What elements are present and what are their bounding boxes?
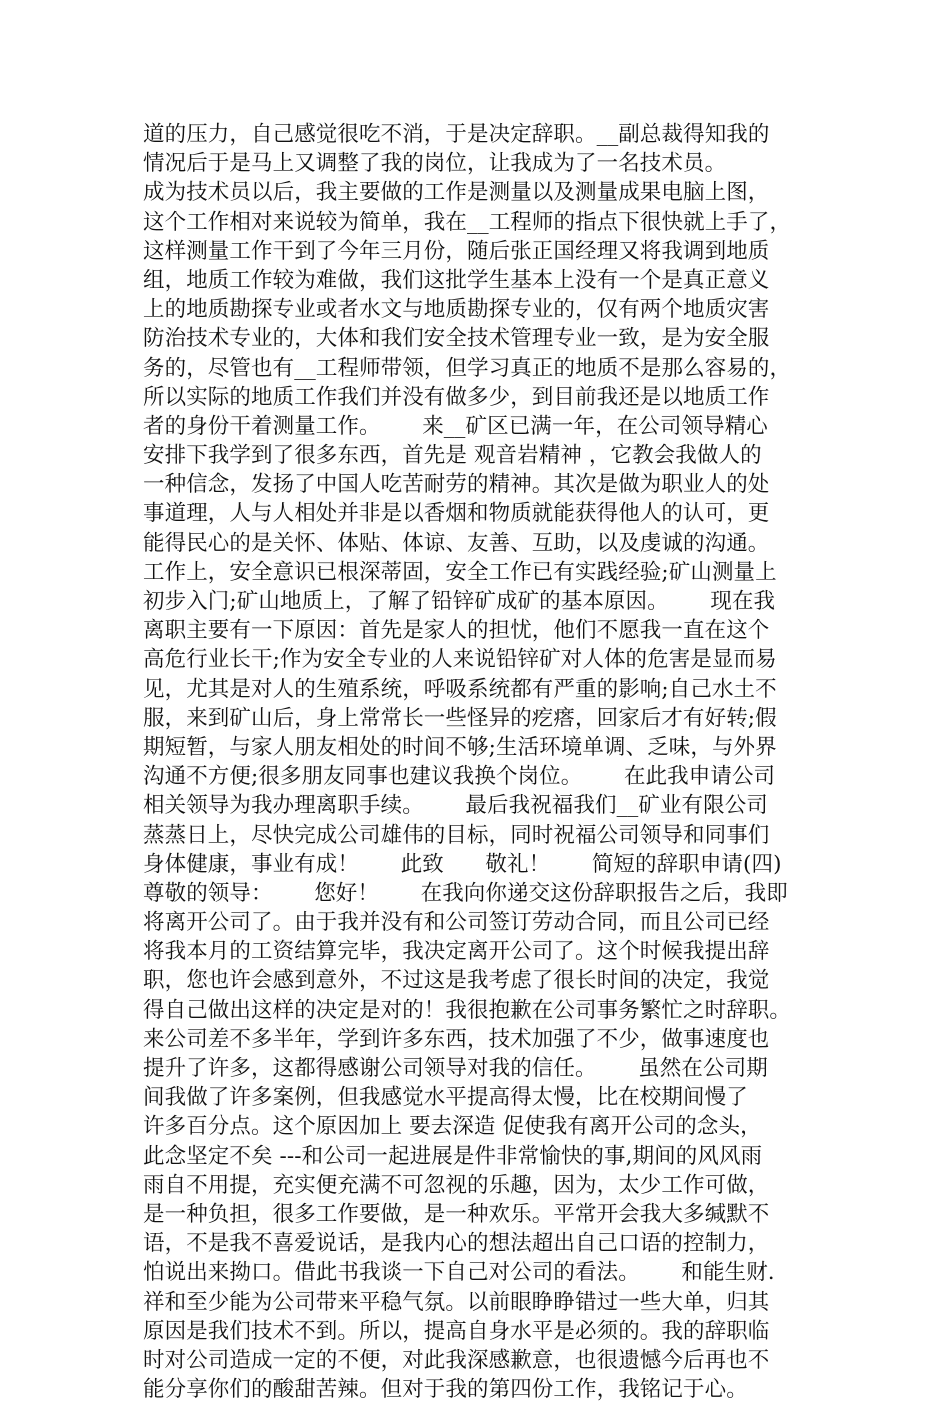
text-line: 事道理，人与人相处并非是以香烟和物质就能获得他人的认可，更 (143, 501, 770, 527)
text-line: 得自己做出这样的决定是对的！我很抱歉在公司事务繁忙之时辞职。 (143, 997, 792, 1023)
text-line: 见，尤其是对人的生殖系统，呼吸系统都有严重的影响;自己水土不 (143, 676, 777, 702)
text-line: 时对公司造成一定的不便，对此我深感歉意，也很遗憾今后再也不 (143, 1347, 770, 1373)
text-line: 所以实际的地质工作我们并没有做多少，到目前我还是以地质工作 (143, 384, 770, 410)
text-line: 蒸蒸日上，尽快完成公司雄伟的目标，同时祝福公司领导和同事们 (143, 822, 770, 848)
text-line: 此念坚定不矣 ---和公司一起进展是件非常愉快的事,期间的风风雨 (143, 1143, 763, 1169)
text-line: 防治技术专业的，大体和我们安全技术管理专业一致，是为安全服 (143, 326, 770, 352)
text-line: 沟通不方便;很多朋友同事也建议我换个岗位。 在此我申请公司 (143, 764, 776, 790)
text-line: 尊敬的领导： 您好！ 在我向你递交这份辞职报告之后，我即 (143, 880, 788, 906)
text-line: 间我做了许多案例，但我感觉水平提高得太慢，比在校期间慢了 (143, 1085, 748, 1111)
text-line: 来公司差不多半年，学到许多东西，技术加强了不少，做事速度也 (143, 1026, 770, 1052)
text-line: 怕说出来拗口。借此书我谈一下自己对公司的看法。 和能生财. (143, 1260, 775, 1286)
text-line: 是一种负担，很多工作要做，是一种欢乐。平常开会我大多缄默不 (143, 1201, 770, 1227)
text-line: 上的地质勘探专业或者水文与地质勘探专业的，仅有两个地质灾害 (143, 297, 770, 323)
text-line: 雨自不用提，充实便充满不可忽视的乐趣，因为，太少工作可做， (143, 1172, 770, 1198)
text-line: 相关领导为我办理离职手续。 最后我祝福我们__矿业有限公司 (143, 793, 768, 819)
text-line: 提升了许多，这都得感谢公司领导对我的信任。 虽然在公司期 (143, 1056, 768, 1081)
text-line: 祥和至少能为公司带来平稳气氛。以前眼睁睁错过一些大单，归其 (143, 1289, 770, 1315)
text-line: 情况后于是马上又调整了我的岗位，让我成为了一名技术员。 (143, 151, 727, 177)
text-line: 这样测量工作干到了今年三月份，随后张正国经理又将我调到地质 (143, 238, 770, 264)
text-line: 者的身份干着测量工作。 来__矿区已满一年，在公司领导精心 (143, 413, 768, 439)
text-line: 成为技术员以后，我主要做的工作是测量以及测量成果电脑上图， (143, 180, 770, 206)
text-line: 务的，尽管也有__工程师带领，但学习真正的地质不是那么容易的， (143, 355, 792, 381)
text-line: 这个工作相对来说较为简单，我在__工程师的指点下很快就上手了， (143, 209, 792, 235)
text-line: 能得民心的是关怀、体贴、体谅、友善、互助，以及虔诚的沟通。 (143, 530, 770, 556)
text-line: 组，地质工作较为难做，我们这批学生基本上没有一个是真正意义 (143, 267, 770, 293)
text-line: 安排下我学到了很多东西，首先是 观音岩精神 ，它教会我做人的 (143, 443, 762, 469)
text-line: 许多百分点。这个原因加上 要去深造 促使我有离开公司的念头， (143, 1114, 762, 1140)
text-line: 语，不是我不喜爱说话，是我内心的想法超出自己口语的控制力， (143, 1231, 770, 1257)
text-line: 一种信念，发扬了中国人吃苦耐劳的精神。其次是做为职业人的处 (143, 472, 770, 498)
text-line: 能分享你们的酸甜苦辣。但对于我的第四份工作，我铭记于心。 (143, 1377, 748, 1403)
text-line: 原因是我们技术不到。所以，提高自身水平是必须的。我的辞职临 (143, 1318, 770, 1344)
text-line: 服，来到矿山后，身上常常长一些怪异的疙瘩，回家后才有好转;假 (143, 705, 777, 731)
text-line: 道的压力，自己感觉很吃不消，于是决定辞职。__副总裁得知我的 (143, 122, 770, 147)
text-line: 离职主要有一下原因：首先是家人的担忧，他们不愿我一直在这个 (143, 618, 770, 644)
text-line: 工作上，安全意识已根深蒂固，安全工作已有实践经验;矿山测量上 (143, 559, 777, 585)
text-line: 期短暂，与家人朋友相处的时间不够;生活环境单调、乏味，与外界 (143, 734, 777, 760)
text-line: 将离开公司了。由于我并没有和公司签订劳动合同，而且公司已经 (143, 910, 770, 936)
body-text (143, 120, 833, 1404)
text-line: 将我本月的工资结算完毕，我决定离开公司了。这个时候我提出辞 (143, 939, 770, 965)
text-line: 职，您也许会感到意外，不过这是我考虑了很长时间的决定，我觉 (143, 968, 770, 994)
text-line: 高危行业长干;作为安全专业的人来说铅锌矿对人体的危害是显而易 (143, 647, 777, 673)
text-line: 身体健康，事业有成！ 此致 敬礼！ 简短的辞职申请(四) (143, 851, 782, 877)
text-line: 初步入门;矿山地质上，了解了铅锌矿成矿的基本原因。 现在我 (143, 589, 776, 614)
